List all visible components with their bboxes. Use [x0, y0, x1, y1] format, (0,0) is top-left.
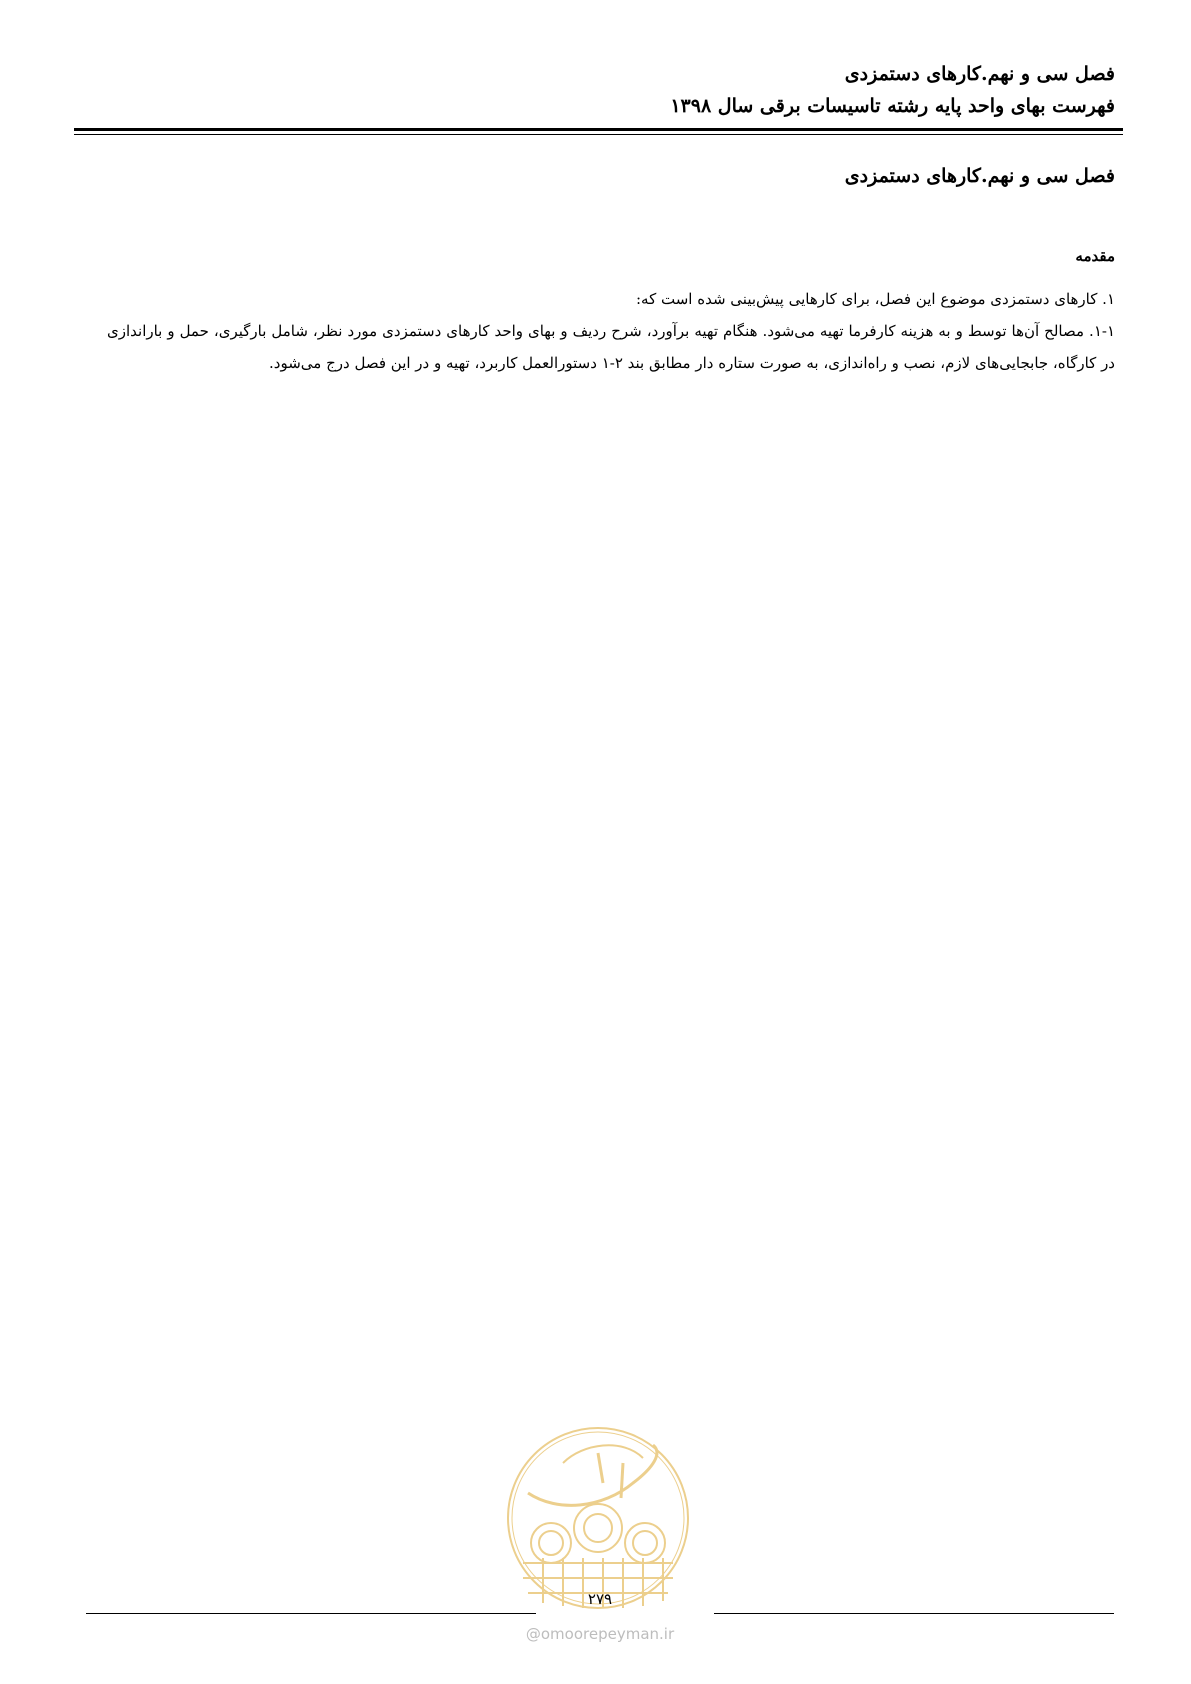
page-number: ۲۷۹ — [587, 1590, 613, 1608]
header-divider-thick — [74, 128, 1123, 131]
footer-divider-left — [86, 1613, 536, 1614]
page-header — [65, 58, 1115, 122]
paragraph-1-1: ۱-۱. مصالح آن‌ها توسط و به هزینه کارفرما تهیه می‌شود. هنگام تهیه برآورد، شرح ردیف و بهای واحد کارهای دستمزدی مورد نظر، شامل بارگیری، حمل و باراندازی در کارگاه، جابجایی‌های لازم، نصب و راه‌اندازی، به صورت ستاره دار مطابق بند ۲-۱ دستورالعمل کاربرد، تهیه و در این فصل درج می‌شود. — [107, 322, 1115, 372]
footer-divider-right — [714, 1613, 1114, 1614]
header-chapter-line: فصل سی و نهم.کارهای دستمزدی — [844, 63, 1115, 85]
header-document-title: فهرست بهای واحد پایه رشته تاسیسات برقی سال ۱۳۹۸ — [670, 95, 1115, 117]
paragraph-1: ۱. کارهای دستمزدی موضوع این فصل، برای کارهایی پیش‌بینی شده است که: — [636, 290, 1115, 308]
watermark-seal-icon — [503, 1423, 693, 1613]
watermark-url: @omoorepeyman.ir — [525, 1625, 675, 1643]
header-divider-thin — [74, 134, 1123, 135]
chapter-title: فصل سی و نهم.کارهای دستمزدی — [844, 165, 1115, 187]
section-heading: مقدمه — [1075, 247, 1115, 265]
section-body — [107, 283, 1115, 379]
